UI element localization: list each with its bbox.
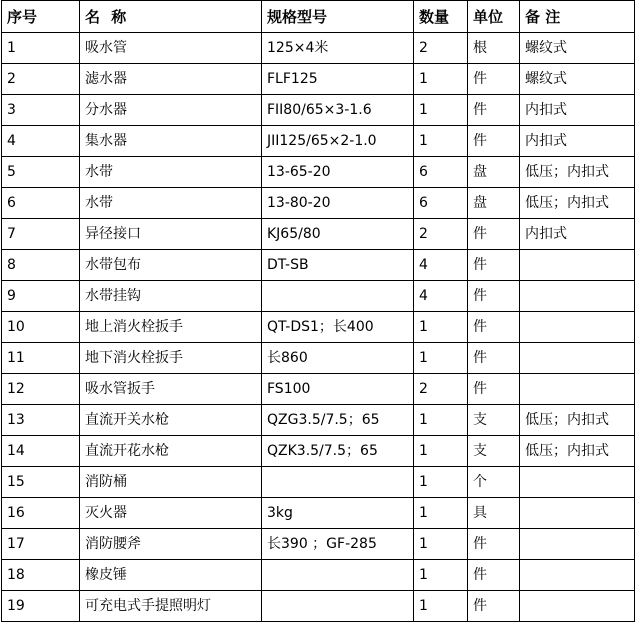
cell-remark	[520, 312, 635, 343]
cell-remark	[520, 529, 635, 560]
cell-sequence: 2	[2, 64, 80, 95]
cell-name: 异径接口	[80, 219, 262, 250]
cell-unit: 个	[468, 467, 520, 498]
cell-name: 吸水管	[80, 33, 262, 64]
cell-quantity: 1	[414, 498, 468, 529]
cell-sequence: 11	[2, 343, 80, 374]
cell-spec: QZG3.5/7.5；65	[262, 405, 414, 436]
cell-sequence: 4	[2, 126, 80, 157]
cell-unit: 件	[468, 64, 520, 95]
table-header	[2, 1, 635, 33]
cell-quantity: 1	[414, 529, 468, 560]
cell-sequence: 1	[2, 33, 80, 64]
cell-spec: 125×4米	[262, 33, 414, 64]
cell-unit: 件	[468, 95, 520, 126]
cell-unit: 件	[468, 374, 520, 405]
cell-unit: 件	[468, 250, 520, 281]
table-body	[2, 33, 635, 622]
cell-remark	[520, 374, 635, 405]
cell-remark: 低压；内扣式	[520, 405, 635, 436]
cell-unit: 盘	[468, 157, 520, 188]
cell-spec: JII125/65×2-1.0	[262, 126, 414, 157]
table-row	[2, 467, 635, 498]
cell-sequence: 14	[2, 436, 80, 467]
cell-quantity: 1	[414, 64, 468, 95]
cell-remark: 螺纹式	[520, 33, 635, 64]
cell-spec	[262, 560, 414, 591]
cell-unit: 件	[468, 219, 520, 250]
cell-quantity: 2	[414, 374, 468, 405]
cell-remark	[520, 343, 635, 374]
cell-spec: KJ65/80	[262, 219, 414, 250]
equipment-table	[1, 0, 635, 622]
cell-sequence: 7	[2, 219, 80, 250]
cell-unit: 根	[468, 33, 520, 64]
cell-unit: 盘	[468, 188, 520, 219]
cell-name: 水带挂钩	[80, 281, 262, 312]
cell-sequence: 16	[2, 498, 80, 529]
column-header-remark: 备 注	[520, 1, 635, 33]
cell-sequence: 15	[2, 467, 80, 498]
cell-quantity: 1	[414, 405, 468, 436]
cell-remark: 低压；内扣式	[520, 188, 635, 219]
cell-spec: QT-DS1；长400	[262, 312, 414, 343]
cell-name: 滤水器	[80, 64, 262, 95]
cell-spec: 3kg	[262, 498, 414, 529]
table-row	[2, 157, 635, 188]
cell-quantity: 4	[414, 281, 468, 312]
cell-unit: 具	[468, 498, 520, 529]
cell-unit: 件	[468, 591, 520, 622]
cell-quantity: 4	[414, 250, 468, 281]
cell-unit: 件	[468, 312, 520, 343]
table-row	[2, 374, 635, 405]
cell-unit: 件	[468, 529, 520, 560]
cell-remark: 低压；内扣式	[520, 157, 635, 188]
cell-sequence: 19	[2, 591, 80, 622]
cell-spec: 13-65-20	[262, 157, 414, 188]
cell-quantity: 2	[414, 33, 468, 64]
cell-remark	[520, 498, 635, 529]
cell-remark	[520, 281, 635, 312]
cell-unit: 件	[468, 560, 520, 591]
cell-spec: 长860	[262, 343, 414, 374]
table-row	[2, 560, 635, 591]
cell-remark: 低压；内扣式	[520, 436, 635, 467]
cell-unit: 件	[468, 343, 520, 374]
cell-sequence: 5	[2, 157, 80, 188]
cell-quantity: 6	[414, 157, 468, 188]
cell-spec: 长390 ；GF-285	[262, 529, 414, 560]
cell-sequence: 18	[2, 560, 80, 591]
table-row	[2, 126, 635, 157]
cell-name: 水带包布	[80, 250, 262, 281]
cell-spec: DT-SB	[262, 250, 414, 281]
cell-name: 吸水管扳手	[80, 374, 262, 405]
cell-name: 消防桶	[80, 467, 262, 498]
cell-spec	[262, 281, 414, 312]
cell-remark: 内扣式	[520, 219, 635, 250]
cell-name: 水带	[80, 188, 262, 219]
cell-name: 直流开关水枪	[80, 405, 262, 436]
cell-unit: 支	[468, 436, 520, 467]
cell-name: 地下消火栓扳手	[80, 343, 262, 374]
cell-sequence: 12	[2, 374, 80, 405]
table-row	[2, 405, 635, 436]
cell-quantity: 1	[414, 591, 468, 622]
cell-sequence: 9	[2, 281, 80, 312]
cell-remark	[520, 591, 635, 622]
column-header-name: 名 称	[80, 1, 262, 33]
cell-sequence: 3	[2, 95, 80, 126]
cell-unit: 支	[468, 405, 520, 436]
table-header-row	[2, 1, 635, 33]
table-row	[2, 436, 635, 467]
cell-sequence: 17	[2, 529, 80, 560]
column-header-sequence: 序号	[2, 1, 80, 33]
cell-quantity: 1	[414, 560, 468, 591]
column-header-unit: 单位	[468, 1, 520, 33]
cell-spec: FII80/65×3-1.6	[262, 95, 414, 126]
cell-unit: 件	[468, 281, 520, 312]
table-row	[2, 95, 635, 126]
table-row	[2, 188, 635, 219]
cell-sequence: 6	[2, 188, 80, 219]
cell-quantity: 6	[414, 188, 468, 219]
cell-spec	[262, 591, 414, 622]
table-row	[2, 219, 635, 250]
cell-remark: 内扣式	[520, 126, 635, 157]
cell-quantity: 1	[414, 312, 468, 343]
column-header-quantity: 数量	[414, 1, 468, 33]
cell-remark: 内扣式	[520, 95, 635, 126]
cell-remark	[520, 560, 635, 591]
column-header-spec-model: 规格型号	[262, 1, 414, 33]
cell-sequence: 13	[2, 405, 80, 436]
table-row	[2, 498, 635, 529]
cell-quantity: 1	[414, 467, 468, 498]
cell-quantity: 1	[414, 95, 468, 126]
cell-quantity: 1	[414, 126, 468, 157]
table-row	[2, 250, 635, 281]
cell-name: 灭火器	[80, 498, 262, 529]
cell-quantity: 2	[414, 219, 468, 250]
table-row	[2, 281, 635, 312]
cell-remark	[520, 467, 635, 498]
cell-name: 集水器	[80, 126, 262, 157]
cell-remark	[520, 250, 635, 281]
cell-spec: 13-80-20	[262, 188, 414, 219]
cell-spec: FS100	[262, 374, 414, 405]
cell-name: 直流开花水枪	[80, 436, 262, 467]
table-row	[2, 591, 635, 622]
cell-name: 可充电式手提照明灯	[80, 591, 262, 622]
cell-name: 地上消火栓扳手	[80, 312, 262, 343]
cell-quantity: 1	[414, 343, 468, 374]
cell-unit: 件	[468, 126, 520, 157]
table-row	[2, 529, 635, 560]
cell-remark: 螺纹式	[520, 64, 635, 95]
cell-sequence: 8	[2, 250, 80, 281]
table-row	[2, 343, 635, 374]
cell-spec: FLF125	[262, 64, 414, 95]
table-row	[2, 312, 635, 343]
table-row	[2, 33, 635, 64]
cell-spec	[262, 467, 414, 498]
cell-name: 水带	[80, 157, 262, 188]
cell-name: 橡皮锤	[80, 560, 262, 591]
table-row	[2, 64, 635, 95]
cell-sequence: 10	[2, 312, 80, 343]
cell-name: 分水器	[80, 95, 262, 126]
cell-quantity: 1	[414, 436, 468, 467]
cell-spec: QZK3.5/7.5；65	[262, 436, 414, 467]
cell-name: 消防腰斧	[80, 529, 262, 560]
